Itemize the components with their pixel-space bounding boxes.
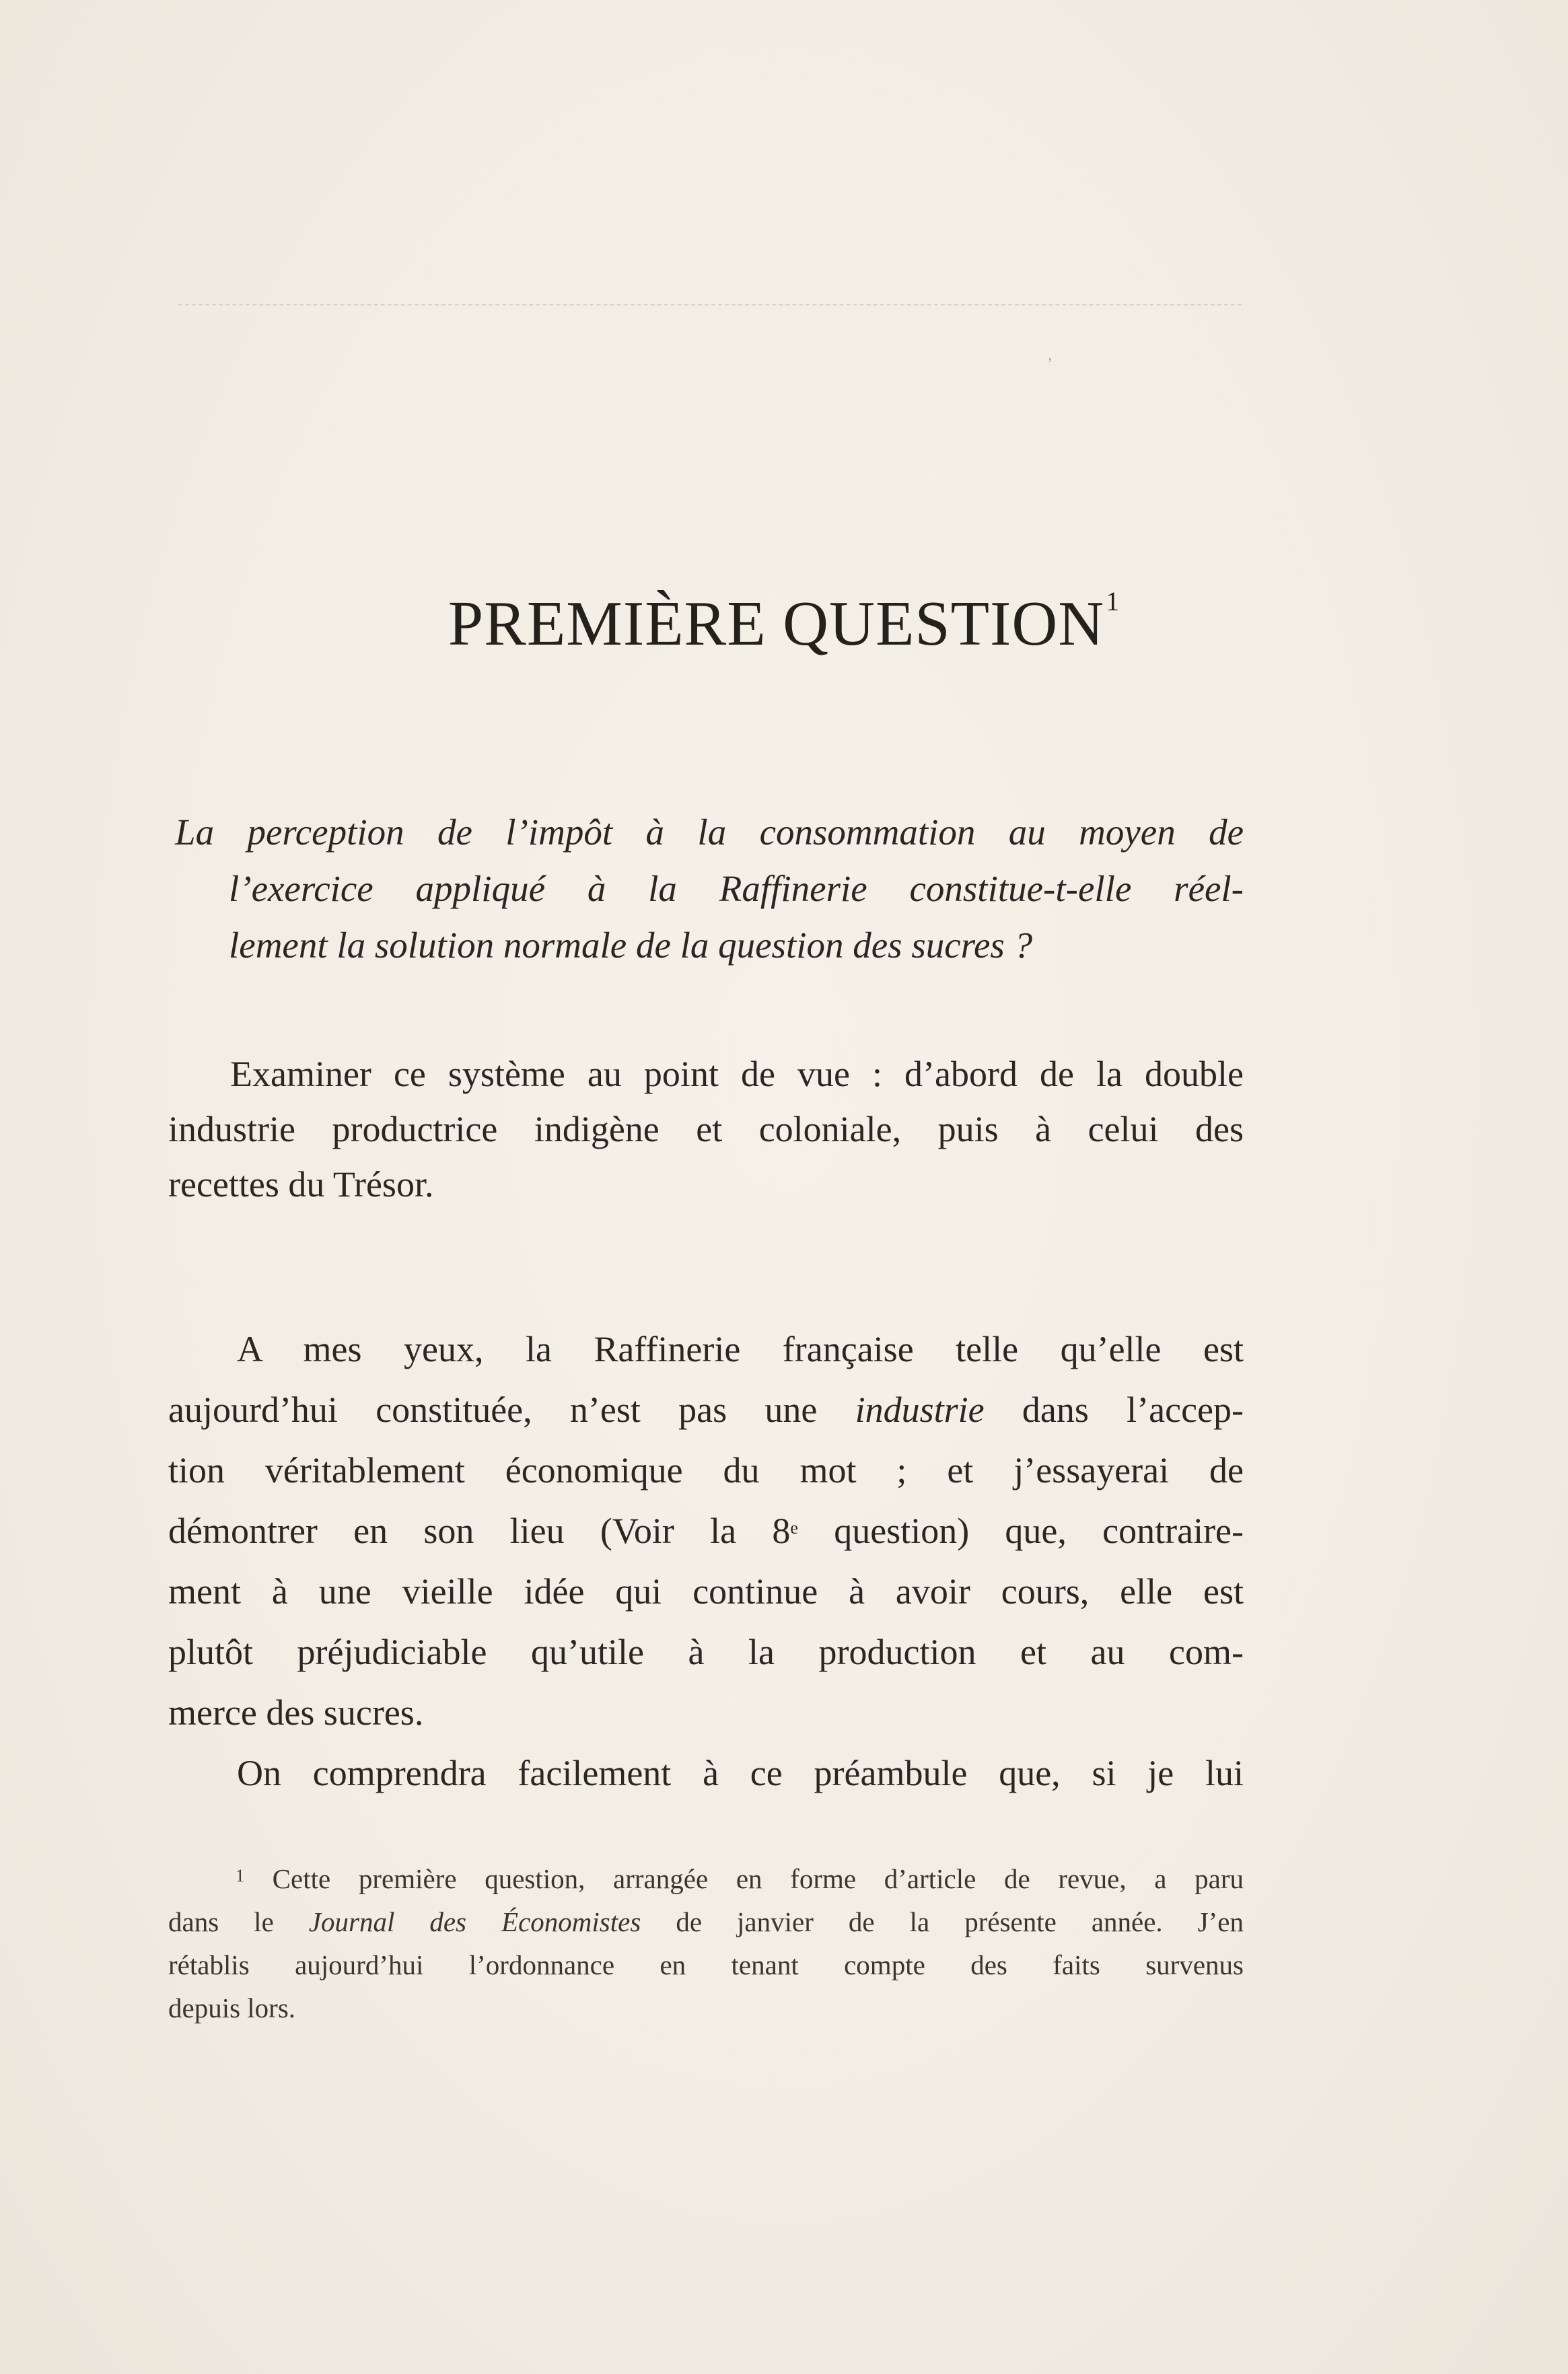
footnote-line-3: rétablis aujourd’hui l’ordonnance en tenant compte des faits survenus <box>168 1949 1244 1980</box>
question-line-3: lement la solution normale de la question des sucres ? <box>229 925 1033 966</box>
footnote-line-1 <box>168 1857 1244 1900</box>
question-line-1: La perception de l’impôt à la consommation au moyen de <box>175 812 1244 853</box>
body-line-6: plutôt préjudiciable qu’utile à la production et au com- <box>168 1632 1244 1672</box>
body-line-4-sup: e <box>790 1518 798 1538</box>
examine-line-1: Examiner ce système au point de vue : d’abord de la double <box>230 1054 1244 1094</box>
body-line-2-b: dans l’accep- <box>1022 1390 1244 1430</box>
body-line-2 <box>168 1379 1244 1440</box>
body-line-1: A mes yeux, la Raffinerie française telle qu’elle est <box>237 1329 1244 1369</box>
footnote-line-2-a: dans le <box>168 1906 274 1937</box>
header-rule <box>178 304 1242 305</box>
footnote-line-1-text: Cette première question, arrangée en forme d’article de revue, a paru <box>272 1863 1244 1894</box>
examine-paragraph <box>168 1046 1244 1212</box>
footnote-line-4: depuis lors. <box>168 1992 296 2023</box>
body-line-4-a: démontrer en son lieu (Voir la 8 <box>168 1511 791 1551</box>
body-paragraph <box>168 1319 1244 1803</box>
examine-line-3: recettes du Trésor. <box>168 1164 434 1204</box>
footnote <box>168 1857 1244 2029</box>
body-line-2-italic: industrie <box>855 1390 985 1430</box>
body-line-3: tion véritablement économique du mot ; et j’essayerai de <box>168 1450 1244 1490</box>
footnote-line-2-italic: Journal des Économistes <box>308 1906 641 1937</box>
speck-mark: ʼ <box>1047 355 1053 373</box>
page-title <box>0 586 1568 659</box>
body-line-5: ment à une vieille idée qui continue à avoir cours, elle est <box>168 1571 1244 1612</box>
page-title-text: PREMIÈRE QUESTION <box>448 589 1105 659</box>
body-line-8: On comprendra facilement à ce préambule que, si je lui <box>237 1753 1244 1793</box>
question-line-2: l’exercice appliqué à la Raffinerie constitue-t-elle réel- <box>229 868 1244 909</box>
body-line-4 <box>168 1501 1244 1561</box>
title-footnote-ref: 1 <box>1106 586 1120 616</box>
body-line-4-b: question) que, contraire- <box>834 1511 1244 1551</box>
footnote-marker: 1 <box>236 1866 244 1885</box>
footnote-line-2-b: de janvier de la présente année. J’en <box>676 1906 1244 1937</box>
question-statement <box>168 804 1244 974</box>
footnote-line-2 <box>168 1900 1244 1943</box>
body-line-7: merce des sucres. <box>168 1692 424 1733</box>
body-line-2-a: aujourd’hui constituée, n’est pas une <box>168 1390 818 1430</box>
examine-line-2: industrie productrice indigène et coloniale, puis à celui des <box>168 1109 1244 1149</box>
